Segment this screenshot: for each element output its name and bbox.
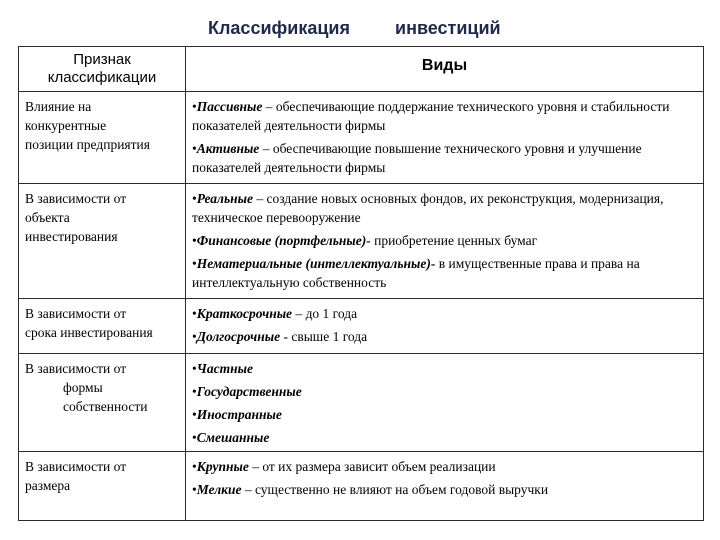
header-cell-types <box>186 47 704 92</box>
table-row <box>19 299 704 354</box>
header-types-label: Виды <box>421 57 468 74</box>
criterion-text: Влияние на конкурентные позиции предприятия <box>25 99 150 152</box>
header-row <box>19 47 704 92</box>
criterion-text: В зависимости от объекта инвестирования <box>25 191 127 244</box>
criterion-cell <box>19 184 186 299</box>
list-item: •Государственные <box>192 384 302 399</box>
criterion-line: формы <box>63 380 103 395</box>
list-item: •Иностранные <box>192 407 282 422</box>
list-item: •Пассивные – обеспечивающие поддержание технического уровня и стабильности показателей деятельности фирмы <box>192 99 670 133</box>
types-cell <box>186 452 704 521</box>
criterion-text: В зависимости от размера <box>25 459 127 493</box>
header-criterion-label: Признак классификации <box>47 51 157 86</box>
types-cell <box>186 299 704 354</box>
list-item: •Долгосрочные - свыше 1 года <box>192 329 368 344</box>
criterion-line: В зависимости от <box>25 361 127 376</box>
types-cell <box>186 354 704 452</box>
list-item: •Активные – обеспечивающие повышение технического уровня и улучшение показателей деятельности фирмы <box>192 141 642 175</box>
header-cell-criterion <box>19 47 186 92</box>
classification-table <box>18 46 704 521</box>
criterion-text: В зависимости от срока инвестирования <box>25 306 153 340</box>
criterion-cell <box>19 452 186 521</box>
list-item: •Крупные – от их размера зависит объем реализации <box>192 459 496 474</box>
criterion-cell <box>19 354 186 452</box>
criterion-cell <box>19 299 186 354</box>
list-item: •Нематериальные (интеллектуальные)- в имущественные права и права на интеллектуальную собственность <box>192 256 640 290</box>
criterion-text <box>19 354 185 416</box>
list-item: •Мелкие – существенно не влияют на объем годовой выручки <box>192 482 549 497</box>
table-row <box>19 354 704 452</box>
table-row <box>19 452 704 521</box>
criterion-line: собственности <box>63 399 148 414</box>
list-item: •Финансовые (портфельные)- приобретение ценных бумаг <box>192 233 538 248</box>
table-row <box>19 184 704 299</box>
table-row <box>19 92 704 184</box>
list-item: •Смешанные <box>192 430 270 445</box>
list-item: •Частные <box>192 361 253 376</box>
types-cell <box>186 92 704 184</box>
types-cell <box>186 184 704 299</box>
criterion-cell <box>19 92 186 184</box>
page-title <box>0 16 720 42</box>
list-item: •Реальные – создание новых основных фондов, их реконструкция, модернизация, техническое перевооружение <box>192 191 664 225</box>
list-item: •Краткосрочные – до 1 года <box>192 306 358 321</box>
title-part-1: Классификация <box>208 18 350 38</box>
title-part-2: инвестиций <box>395 18 501 38</box>
